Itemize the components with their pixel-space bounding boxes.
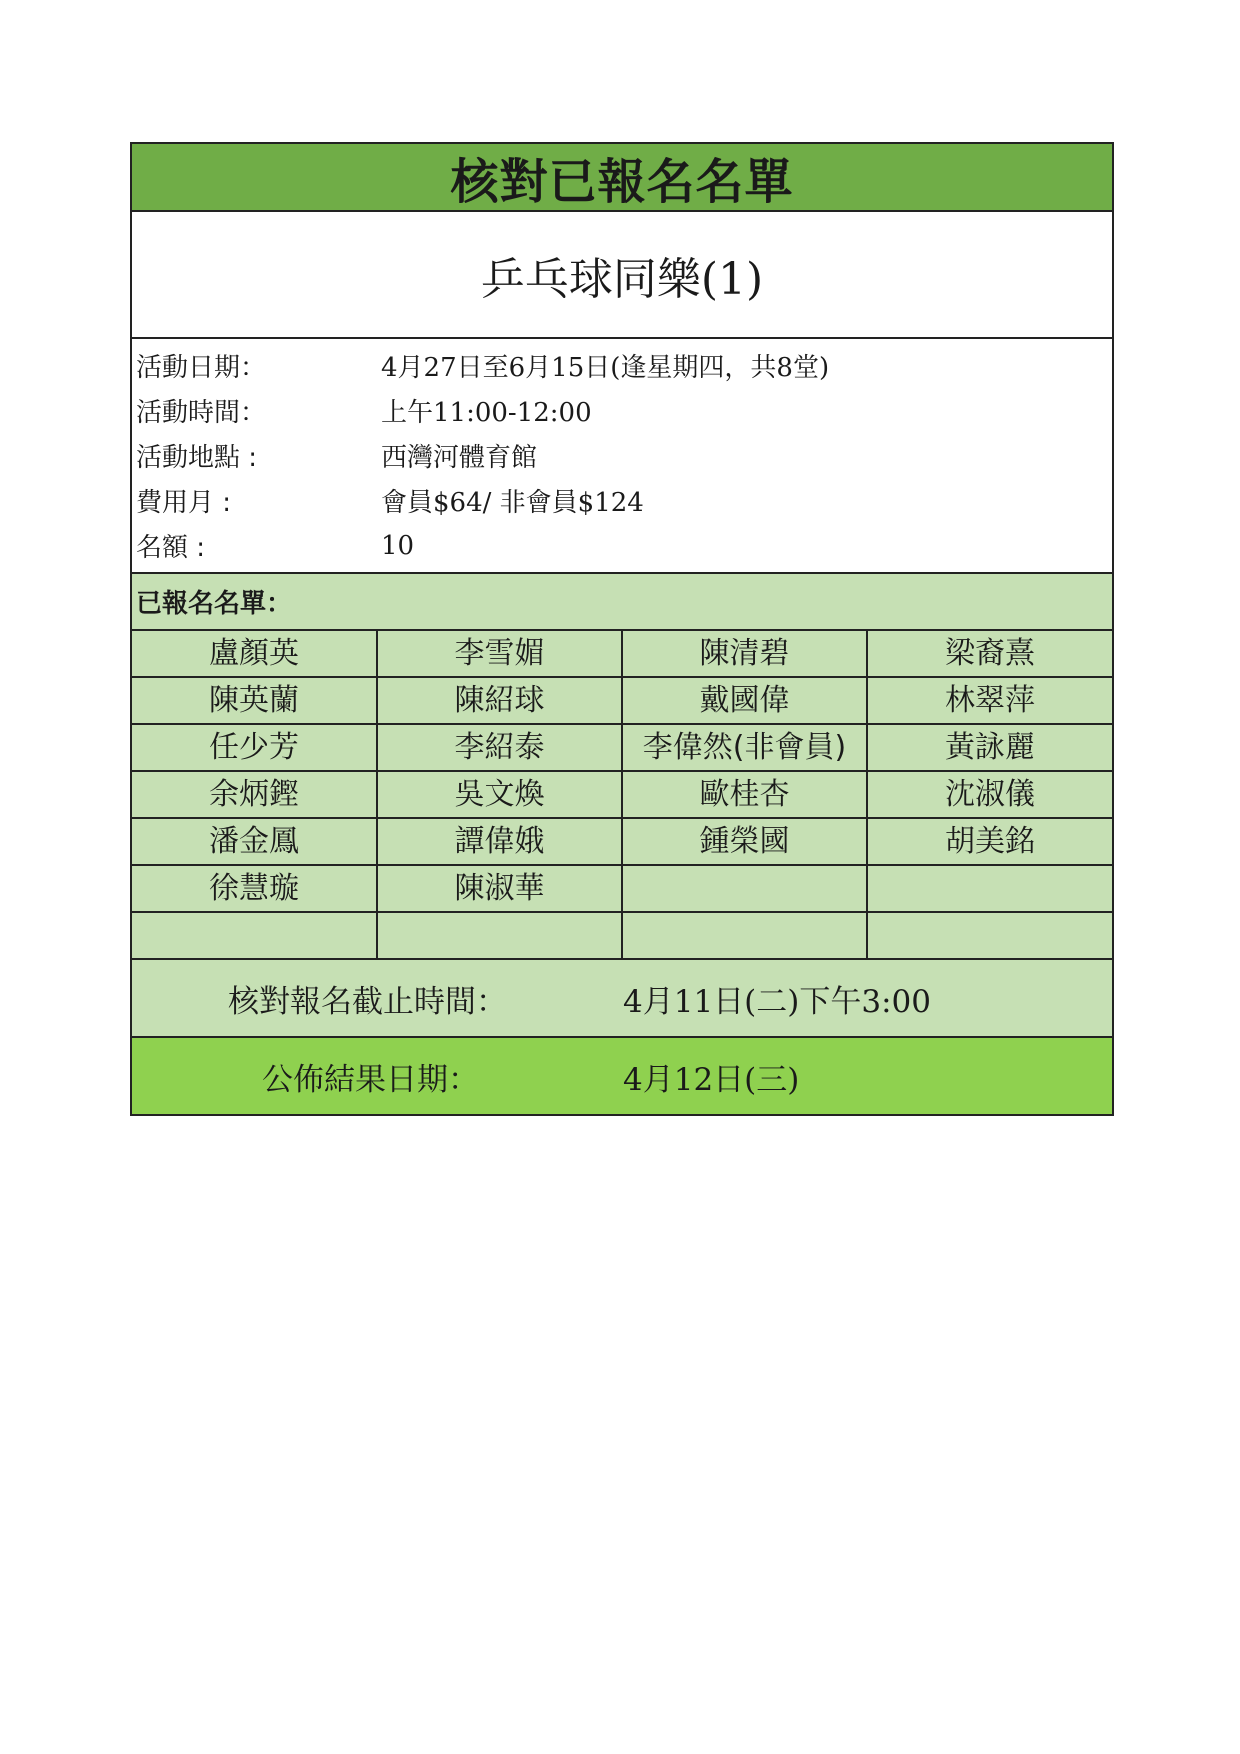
name-cell: 吳文煥: [377, 771, 622, 818]
table-row: [132, 818, 1112, 865]
info-value: 會員$64/ 非會員$124: [381, 488, 644, 518]
name-cell: 李偉然(非會員): [622, 724, 867, 771]
name-cell: 陳清碧: [622, 631, 867, 677]
info-label: 名額 :: [136, 533, 206, 563]
announce-value: 4月12日(三): [623, 1061, 800, 1098]
name-cell: 陳紹球: [377, 677, 622, 724]
name-cell: 李紹泰: [377, 724, 622, 771]
activity-info: [132, 339, 1112, 574]
info-value: 西灣河體育館: [381, 443, 538, 473]
name-cell: 陳英蘭: [132, 677, 377, 724]
info-value: 上午11:00-12:00: [381, 398, 592, 428]
info-row-quota: [136, 523, 1112, 568]
registered-names-table: [132, 631, 1112, 960]
name-cell: 譚偉娥: [377, 818, 622, 865]
name-cell: [132, 912, 377, 959]
info-row-venue: [136, 433, 1112, 478]
table-row: [132, 865, 1112, 912]
name-cell: 胡美銘: [867, 818, 1112, 865]
name-cell: 林翠萍: [867, 677, 1112, 724]
name-cell: 潘金鳳: [132, 818, 377, 865]
info-label: 活動時間：: [136, 398, 267, 428]
name-cell: [867, 865, 1112, 912]
name-cell: 梁裔熹: [867, 631, 1112, 677]
info-label: 活動日期：: [136, 353, 267, 383]
name-cell: 鍾榮國: [622, 818, 867, 865]
announce-row: [132, 1038, 1112, 1114]
name-cell: 徐慧璇: [132, 865, 377, 912]
deadline-label: 核對報名截止時間：: [228, 983, 507, 1020]
table-row: [132, 724, 1112, 771]
name-cell: 戴國偉: [622, 677, 867, 724]
announce-label: 公佈結果日期：: [262, 1061, 479, 1098]
name-cell: [622, 865, 867, 912]
info-label: 活動地點 :: [136, 443, 258, 473]
name-cell: 陳淑華: [377, 865, 622, 912]
registration-sheet: [130, 142, 1114, 1116]
info-row-time: [136, 388, 1112, 433]
table-row: [132, 631, 1112, 677]
activity-name: 乒乓球同樂(1): [132, 212, 1112, 339]
registered-heading: 已報名名單：: [132, 574, 1112, 631]
name-cell: 歐桂杏: [622, 771, 867, 818]
name-cell: 沈淑儀: [867, 771, 1112, 818]
table-row: [132, 677, 1112, 724]
name-cell: [377, 912, 622, 959]
name-cell: 黃詠麗: [867, 724, 1112, 771]
page-title: 核對已報名名單: [132, 144, 1112, 212]
name-cell: 余炳鏗: [132, 771, 377, 818]
name-cell: [622, 912, 867, 959]
name-cell: 盧顏英: [132, 631, 377, 677]
name-cell: 李雪媚: [377, 631, 622, 677]
name-cell: 任少芳: [132, 724, 377, 771]
name-cell: [867, 912, 1112, 959]
info-row-date: [136, 343, 1112, 388]
deadline-row: [132, 960, 1112, 1038]
table-row: [132, 912, 1112, 959]
deadline-value: 4月11日(二)下午3:00: [623, 983, 931, 1020]
info-value: 4月27日至6月15日(逢星期四，共8堂): [381, 353, 830, 383]
table-row: [132, 771, 1112, 818]
info-value: 10: [381, 530, 415, 561]
info-label: 費用月 :: [136, 488, 232, 518]
info-row-fee: [136, 478, 1112, 523]
